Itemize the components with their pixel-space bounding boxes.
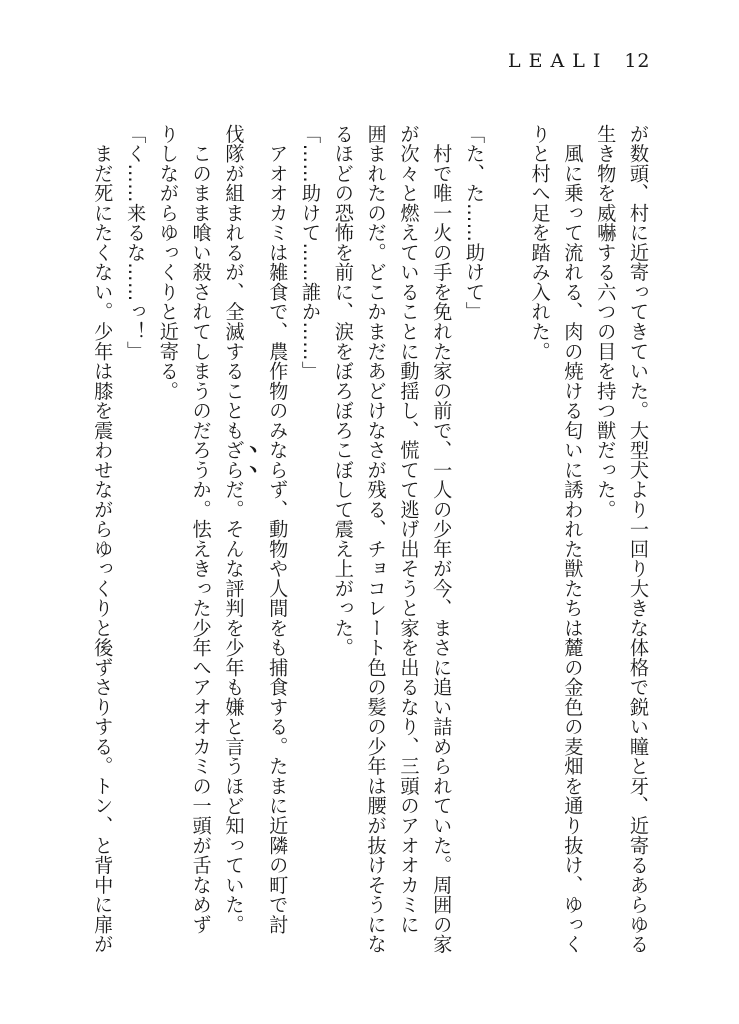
text-line: 風に乗って流れる、肉の焼ける匂いに誘われた獣たちは麓の金色の麦畑を通り抜け、ゆっく (561, 124, 585, 954)
blank-line (490, 124, 523, 924)
text-line: まだ死にたくない。少年は膝を震わせながらゆっくりと後ずさりする。トン、と背中に扉が (91, 124, 115, 954)
text-line: 「……助けて……誰か……」 (299, 124, 323, 381)
text-line: 村で唯一火の手を免れた家の前で、一人の少年が今、まさに追い詰められていた。周囲の家 (430, 124, 454, 954)
text-line: が数頭、村に近寄ってきていた。大型犬より一回り大きな体格で鋭い瞳と牙、近寄るあらゆる (627, 124, 650, 954)
text-line (217, 124, 261, 935)
text-line: 「た、た……助けて」 (463, 124, 487, 322)
book-title: LEALI (508, 50, 609, 72)
text-line: 「く……来るな……っ！」 (124, 124, 148, 362)
text-line: りと村へ足を踏み入れた。 (528, 124, 552, 362)
text-line: るほどの恐怖を前に、涙をぼろぼろこぼして震え上がった。 (331, 124, 355, 658)
text-line: 囲まれたのだ。どこかまだあどけなさが残る、チョコレート色の髪の少年は腰が抜けそうにな (364, 124, 388, 954)
page-number: 12 (624, 50, 651, 72)
text-segment: だ。そんな評判を少年も嫌と言うほど知っていた。 (222, 479, 246, 935)
page-header (508, 50, 651, 72)
text-line: が次々と燃えていることに動揺し、慌てて逃げ出そうと家を出るなり、三頭のアオオカミに (397, 124, 421, 935)
text-line: このまま喰い殺されてしまうのだろうか。怯えきった少年へアオオカミの一頭が舌なめず (189, 124, 213, 935)
text-segment: 伐隊が組まれるが、全滅することもざら (222, 124, 246, 480)
emphasized-word: ざら (222, 440, 246, 480)
text-line: りしながらゆっくりと近寄る。 (156, 124, 180, 401)
vertical-body-text (85, 124, 654, 954)
text-line: アオオカミは雑食で、農作物のみならず、動物や人間をも捕食する。たまに近隣の町で討 (266, 124, 290, 935)
text-line: 生き物を威嚇する六つの目を持つ獣だった。 (594, 124, 618, 520)
